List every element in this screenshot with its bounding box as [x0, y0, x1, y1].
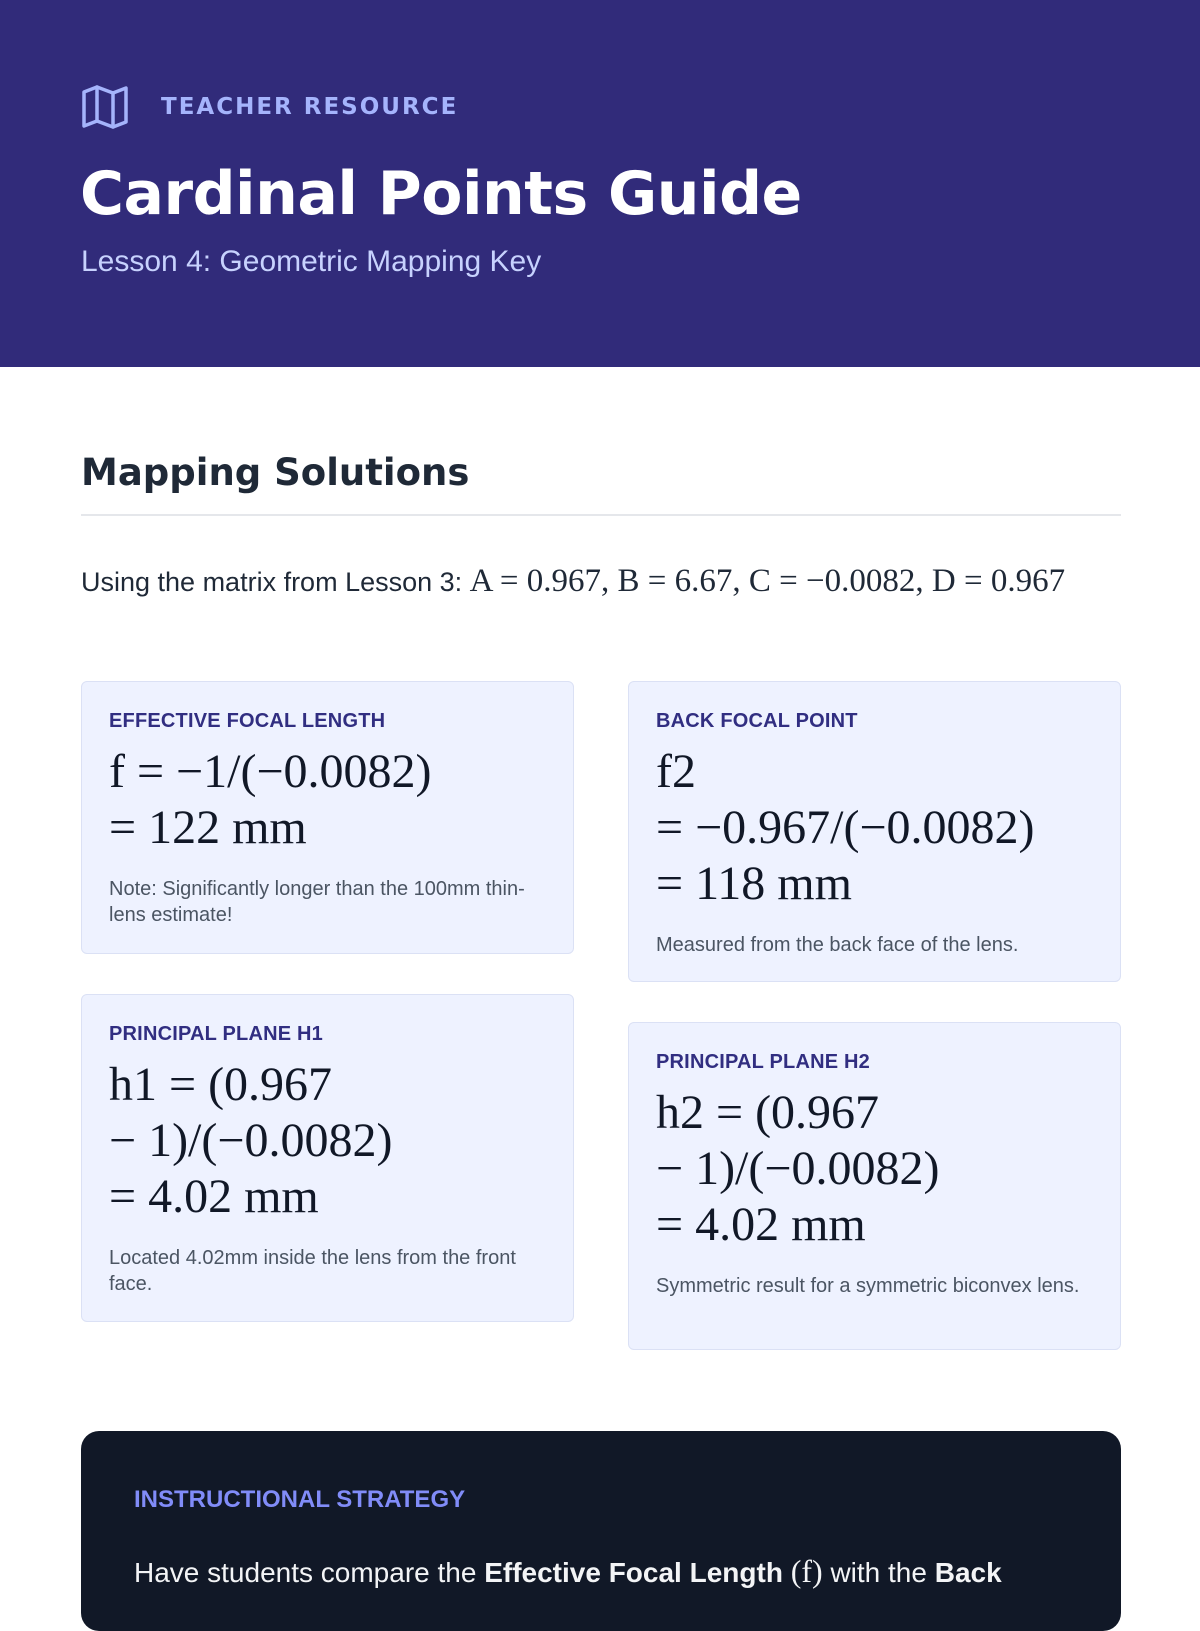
- card-note: Note: Significantly longer than the 100mm thin-lens estimate!: [109, 878, 525, 926]
- formula-line: h1 = (0.967: [109, 1058, 333, 1111]
- section-title: Mapping Solutions: [81, 451, 470, 494]
- card-back-focal-point: [628, 681, 1121, 982]
- card-label: EFFECTIVE FOCAL LENGTH: [109, 710, 386, 732]
- formula-line: − 1)/(−0.0082): [656, 1142, 940, 1195]
- formula-line: − 1)/(−0.0082): [109, 1114, 393, 1167]
- formula-line: = 122 mm: [109, 801, 307, 854]
- map-icon: [81, 84, 129, 130]
- formula-line: f2: [656, 745, 696, 798]
- card-label: BACK FOCAL POINT: [656, 710, 858, 732]
- formula-line: = 4.02 mm: [109, 1170, 319, 1223]
- card-formula: [109, 1057, 546, 1225]
- card-principal-plane-h2: [628, 1022, 1121, 1350]
- card-formula: [656, 1085, 1093, 1253]
- formula-line: f = −1/(−0.0082): [109, 745, 432, 798]
- strategy-label: INSTRUCTIONAL STRATEGY: [134, 1486, 466, 1513]
- page-header: [0, 0, 1200, 367]
- formula-line: = 4.02 mm: [656, 1198, 866, 1251]
- card-label: PRINCIPAL PLANE H1: [109, 1023, 324, 1045]
- card-effective-focal-length: [81, 681, 574, 954]
- formula-line: h2 = (0.967: [656, 1086, 880, 1139]
- eyebrow-label: TEACHER RESOURCE: [161, 94, 459, 120]
- strategy-text-part: with the: [822, 1557, 935, 1588]
- page-title: Cardinal Points Guide: [80, 159, 802, 229]
- card-note: Symmetric result for a symmetric biconvex lens.: [656, 1275, 1080, 1297]
- eyebrow: [81, 84, 458, 130]
- strategy-math: (f): [790, 1553, 823, 1589]
- strategy-term-efl: Effective Focal Length: [484, 1557, 783, 1588]
- instructional-strategy-box: [81, 1431, 1121, 1631]
- intro-text: [81, 556, 1121, 607]
- card-label: PRINCIPAL PLANE H2: [656, 1051, 871, 1073]
- intro-prefix: Using the matrix from Lesson 3:: [81, 567, 470, 597]
- strategy-text: [134, 1551, 1068, 1593]
- formula-line: = 118 mm: [656, 857, 852, 910]
- intro-matrix-values: A = 0.967, B = 6.67, C = −0.0082, D = 0.967: [469, 563, 1066, 599]
- card-principal-plane-h1: [81, 994, 574, 1322]
- page-subtitle: Lesson 4: Geometric Mapping Key: [81, 245, 542, 278]
- card-note: Measured from the back face of the lens.: [656, 934, 1019, 956]
- strategy-term-back: Back: [934, 1557, 1002, 1588]
- strategy-text-part: Have students compare the: [134, 1557, 485, 1588]
- formula-line: = −0.967/(−0.0082): [656, 801, 1035, 854]
- card-formula: [109, 744, 546, 856]
- card-formula: [656, 744, 1093, 912]
- card-note: Located 4.02mm inside the lens from the front face.: [109, 1247, 516, 1295]
- section-divider: [81, 514, 1121, 516]
